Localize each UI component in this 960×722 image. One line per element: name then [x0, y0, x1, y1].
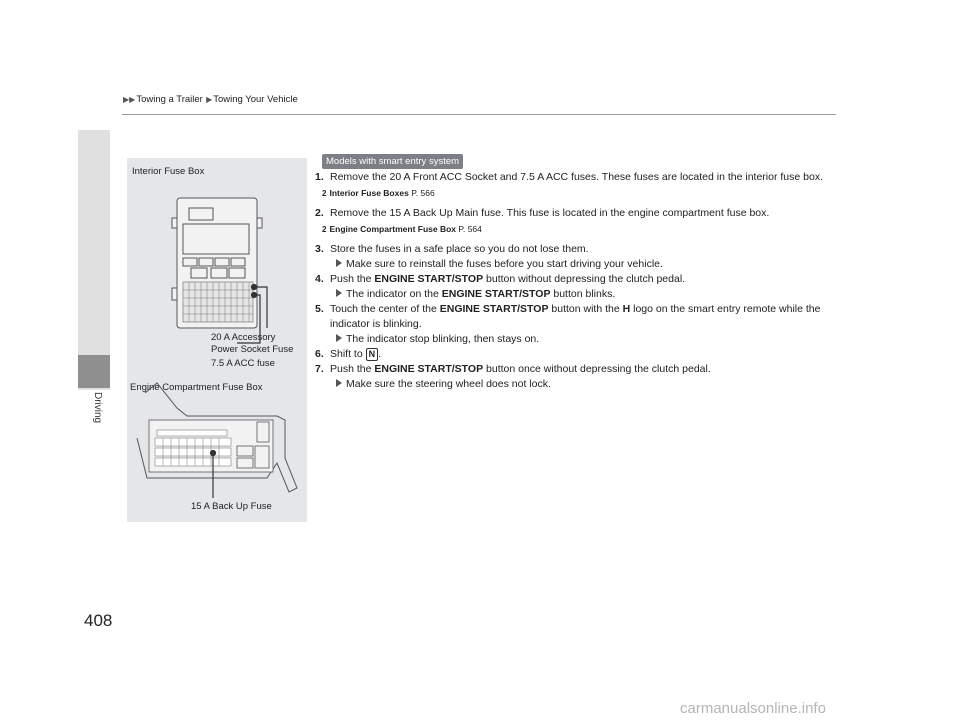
result-arrow-icon [336, 289, 342, 297]
reference-arrow-icon: 2 [322, 225, 327, 234]
logo-letter: H [622, 303, 631, 315]
step-result-text: button blinks. [553, 288, 616, 300]
gear-position-n: N [366, 348, 379, 361]
engine-fuse-box-title: Engine Compartment Fuse Box [130, 382, 263, 393]
step-text: Remove the 20 A Front ACC Socket and 7.5 A ACC fuses. These fuses are located in the interior fuse box. [330, 171, 824, 183]
step-result-text: Make sure to reinstall the fuses before you start driving your vehicle. [346, 258, 663, 270]
step-7 [315, 362, 841, 392]
procedure-steps [315, 170, 841, 392]
step-result [330, 257, 841, 272]
acc-fuse-label: 7.5 A ACC fuse [211, 358, 275, 369]
fuse-box-figure [127, 158, 307, 522]
cross-reference[interactable] [322, 186, 841, 201]
step-1 [315, 170, 841, 185]
button-name: ENGINE START/STOP [374, 273, 484, 285]
step-text: logo on the smart entry remote while the indicator is blinking. [330, 303, 821, 330]
step-2 [315, 206, 841, 221]
backup-fuse-label: 15 A Back Up Fuse [191, 501, 272, 512]
button-name: ENGINE START/STOP [374, 363, 484, 375]
step-text: Push the [330, 273, 372, 285]
step-result-text: The indicator on the [346, 288, 439, 300]
cross-reference[interactable] [322, 222, 841, 237]
button-name: ENGINE START/STOP [439, 303, 549, 315]
step-text: Store the fuses in a safe place so you do not lose them. [330, 243, 589, 255]
step-number: 5. [315, 303, 324, 315]
step-6 [315, 347, 841, 362]
step-text: Touch the center of the [330, 303, 437, 315]
reference-title[interactable]: Interior Fuse Boxes [329, 188, 409, 198]
breadcrumb-item[interactable]: Towing a Trailer [136, 94, 203, 105]
step-text: button without depressing the clutch pedal. [486, 273, 686, 285]
step-text: button with the [551, 303, 620, 315]
watermark: carmanualsonline.info [680, 700, 826, 717]
step-number: 3. [315, 243, 324, 255]
page-number: 408 [84, 611, 113, 630]
step-number: 1. [315, 171, 324, 183]
step-4 [315, 272, 841, 302]
step-result [330, 287, 841, 302]
step-number: 2. [315, 207, 324, 219]
breadcrumb-arrow-icon: ▶▶ [123, 95, 136, 104]
reference-page: P. 564 [458, 224, 482, 234]
result-arrow-icon [336, 334, 342, 342]
accessory-fuse-label-line2: Power Socket Fuse [211, 344, 294, 355]
step-5 [315, 302, 841, 347]
step-number: 7. [315, 363, 324, 375]
step-text: button once without depressing the clutch pedal. [486, 363, 711, 375]
step-text: Push the [330, 363, 372, 375]
step-result-text: Make sure the steering wheel does not lock. [346, 378, 551, 390]
step-3 [315, 242, 841, 272]
section-side-tab [78, 130, 110, 390]
result-arrow-icon [336, 379, 342, 387]
step-number: 6. [315, 348, 324, 360]
section-side-tab-marker [78, 355, 110, 388]
section-label: Driving [92, 392, 103, 424]
breadcrumb-item[interactable]: Towing Your Vehicle [213, 94, 298, 105]
step-result-text: The indicator stop blinking, then stays on. [346, 333, 540, 345]
model-badge: Models with smart entry system [322, 154, 463, 169]
step-result [330, 377, 841, 392]
reference-arrow-icon: 2 [322, 189, 327, 198]
header-divider [122, 114, 836, 115]
step-text: Remove the 15 A Back Up Main fuse. This fuse is located in the engine compartment fuse box. [330, 207, 770, 219]
button-name: ENGINE START/STOP [441, 288, 551, 300]
step-number: 4. [315, 273, 324, 285]
breadcrumb-arrow-icon: ▶ [203, 95, 213, 104]
reference-title[interactable]: Engine Compartment Fuse Box [329, 224, 457, 234]
step-result [330, 332, 841, 347]
breadcrumb [122, 94, 298, 105]
reference-page: P. 566 [411, 188, 435, 198]
interior-fuse-box-title: Interior Fuse Box [132, 166, 205, 177]
step-text: . [378, 348, 382, 360]
accessory-fuse-label: 20 A Accessory [211, 332, 276, 343]
step-text: Shift to [330, 348, 363, 360]
result-arrow-icon [336, 259, 342, 267]
